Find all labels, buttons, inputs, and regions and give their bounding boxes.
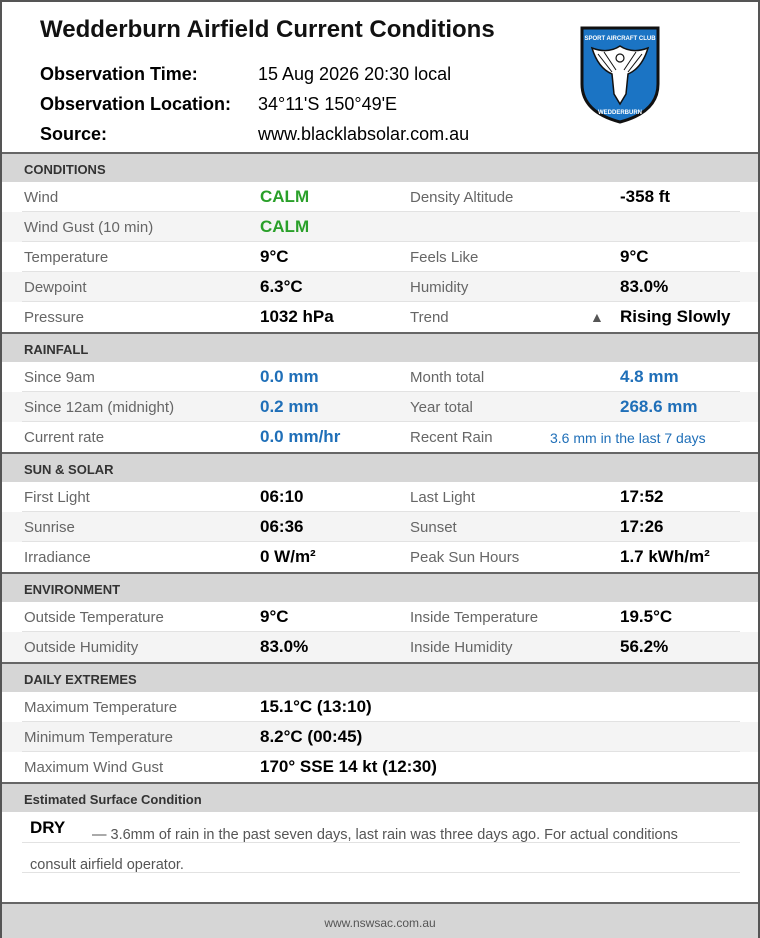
pressure-label: Pressure <box>24 309 85 326</box>
row-wind <box>2 182 758 212</box>
footer-link[interactable]: www.nswsac.com.au <box>324 916 436 930</box>
row-pressure <box>2 302 758 332</box>
since-midnight-label: Since 12am (midnight) <box>24 399 175 416</box>
observation-time-label: Observation Time: <box>40 64 198 84</box>
inside-humidity-label: Inside Humidity <box>410 639 513 656</box>
section-rainfall <box>2 332 758 362</box>
max-temperature-value: 15.1°C (13:10) <box>260 697 372 716</box>
inside-humidity-value: 56.2% <box>620 637 669 656</box>
row-max-gust <box>2 752 758 782</box>
observation-location-label: Observation Location: <box>40 94 232 114</box>
section-title: Estimated Surface Condition <box>24 792 202 807</box>
month-total-value: 4.8 mm <box>620 367 679 386</box>
since-midnight-value: 0.2 mm <box>260 397 319 416</box>
row-humidities <box>2 632 758 662</box>
dewpoint-value: 6.3°C <box>260 277 303 296</box>
up-triangle-icon: ▲ <box>590 309 604 325</box>
logo-text-top: SPORT AIRCRAFT CLUB <box>584 36 656 42</box>
outside-temperature-label: Outside Temperature <box>24 609 164 626</box>
first-light-value: 06:10 <box>260 487 304 506</box>
since-9am-label: Since 9am <box>24 369 95 386</box>
temperature-label: Temperature <box>24 249 109 266</box>
humidity-value: 83.0% <box>620 277 669 296</box>
sunset-value: 17:26 <box>620 517 664 536</box>
row-irradiance <box>2 542 758 572</box>
first-light-label: First Light <box>24 489 90 506</box>
current-rate-label: Current rate <box>24 429 105 446</box>
outside-temperature-value: 9°C <box>260 607 289 626</box>
row-max-temp <box>2 692 758 722</box>
wind-gust-label: Wind Gust (10 min) <box>24 219 154 236</box>
outside-humidity-label: Outside Humidity <box>24 639 139 656</box>
row-temperature <box>2 242 758 272</box>
recent-rain-label: Recent Rain <box>410 429 493 446</box>
sunrise-label: Sunrise <box>24 519 75 536</box>
irradiance-label: Irradiance <box>24 549 91 566</box>
section-environment <box>2 572 758 602</box>
row-min-temp <box>2 722 758 752</box>
eagle-logo-icon <box>578 24 662 124</box>
source-label: Source: <box>40 124 108 144</box>
source-link[interactable]: www.blacklabsolar.com.au <box>258 124 470 144</box>
density-altitude-value: -358 ft <box>620 187 671 206</box>
outside-humidity-value: 83.0% <box>260 637 309 656</box>
trend-label: Trend <box>410 309 449 326</box>
month-total-label: Month total <box>410 369 485 386</box>
max-wind-gust-value: 170° SSE 14 kt (12:30) <box>260 757 437 776</box>
trend-value: Rising Slowly <box>620 307 731 326</box>
sunrise-value: 06:36 <box>260 517 304 536</box>
surface-description: — 3.6mm of rain in the past seven days, last rain was three days ago. For actual conditions consult airfield operator. <box>30 827 678 873</box>
density-altitude-label: Density Altitude <box>410 189 514 206</box>
row-sunrise <box>2 512 758 542</box>
row-wind-gust <box>2 212 758 242</box>
min-temperature-value: 8.2°C (00:45) <box>260 727 363 746</box>
year-total-value: 268.6 mm <box>620 397 698 416</box>
page-title: Wedderburn Airfield Current Conditions <box>40 16 495 43</box>
peak-sun-hours-label: Peak Sun Hours <box>410 549 520 566</box>
last-light-label: Last Light <box>410 489 476 506</box>
section-title: DAILY EXTREMES <box>24 672 137 687</box>
section-title: ENVIRONMENT <box>24 582 121 597</box>
surface-status: DRY <box>30 818 66 837</box>
pressure-value: 1032 hPa <box>260 307 334 326</box>
row-since-midnight <box>2 392 758 422</box>
dewpoint-label: Dewpoint <box>24 279 87 296</box>
logo-text-bottom: WEDDERBURN <box>598 110 642 116</box>
section-surface-condition <box>2 782 758 812</box>
since-9am-value: 0.0 mm <box>260 367 319 386</box>
section-sun-solar <box>2 452 758 482</box>
row-temperatures <box>2 602 758 632</box>
max-temperature-label: Maximum Temperature <box>24 699 178 716</box>
inside-temperature-label: Inside Temperature <box>410 609 539 626</box>
observation-time-value: 15 Aug 2026 20:30 local <box>258 64 452 84</box>
humidity-label: Humidity <box>410 279 469 296</box>
section-conditions <box>2 152 758 182</box>
max-wind-gust-label: Maximum Wind Gust <box>24 759 164 776</box>
section-title: SUN & SOLAR <box>24 462 114 477</box>
irradiance-value: 0 W/m² <box>260 547 316 566</box>
surface-condition <box>2 812 758 902</box>
row-current-rate <box>2 422 758 452</box>
observation-location-value: 34°11'S 150°49'E <box>258 94 398 114</box>
year-total-label: Year total <box>410 399 473 416</box>
row-dewpoint <box>2 272 758 302</box>
wind-value: CALM <box>260 187 310 206</box>
peak-sun-hours-value: 1.7 kWh/m² <box>620 547 710 566</box>
last-light-value: 17:52 <box>620 487 664 506</box>
recent-rain-value: 3.6 mm in the last 7 days <box>550 430 706 446</box>
row-since-9am <box>2 362 758 392</box>
section-title: CONDITIONS <box>24 162 106 177</box>
wind-label: Wind <box>24 189 59 206</box>
header <box>2 2 758 152</box>
current-rate-value: 0.0 mm/hr <box>260 427 341 446</box>
wind-gust-value: CALM <box>260 217 310 236</box>
feels-like-value: 9°C <box>620 247 649 266</box>
section-title: RAINFALL <box>24 342 89 357</box>
row-first-light <box>2 482 758 512</box>
min-temperature-label: Minimum Temperature <box>24 729 173 746</box>
inside-temperature-value: 19.5°C <box>620 607 673 626</box>
section-daily-extremes <box>2 662 758 692</box>
footer <box>2 902 758 938</box>
feels-like-label: Feels Like <box>410 249 479 266</box>
temperature-value: 9°C <box>260 247 289 266</box>
sunset-label: Sunset <box>410 519 457 536</box>
